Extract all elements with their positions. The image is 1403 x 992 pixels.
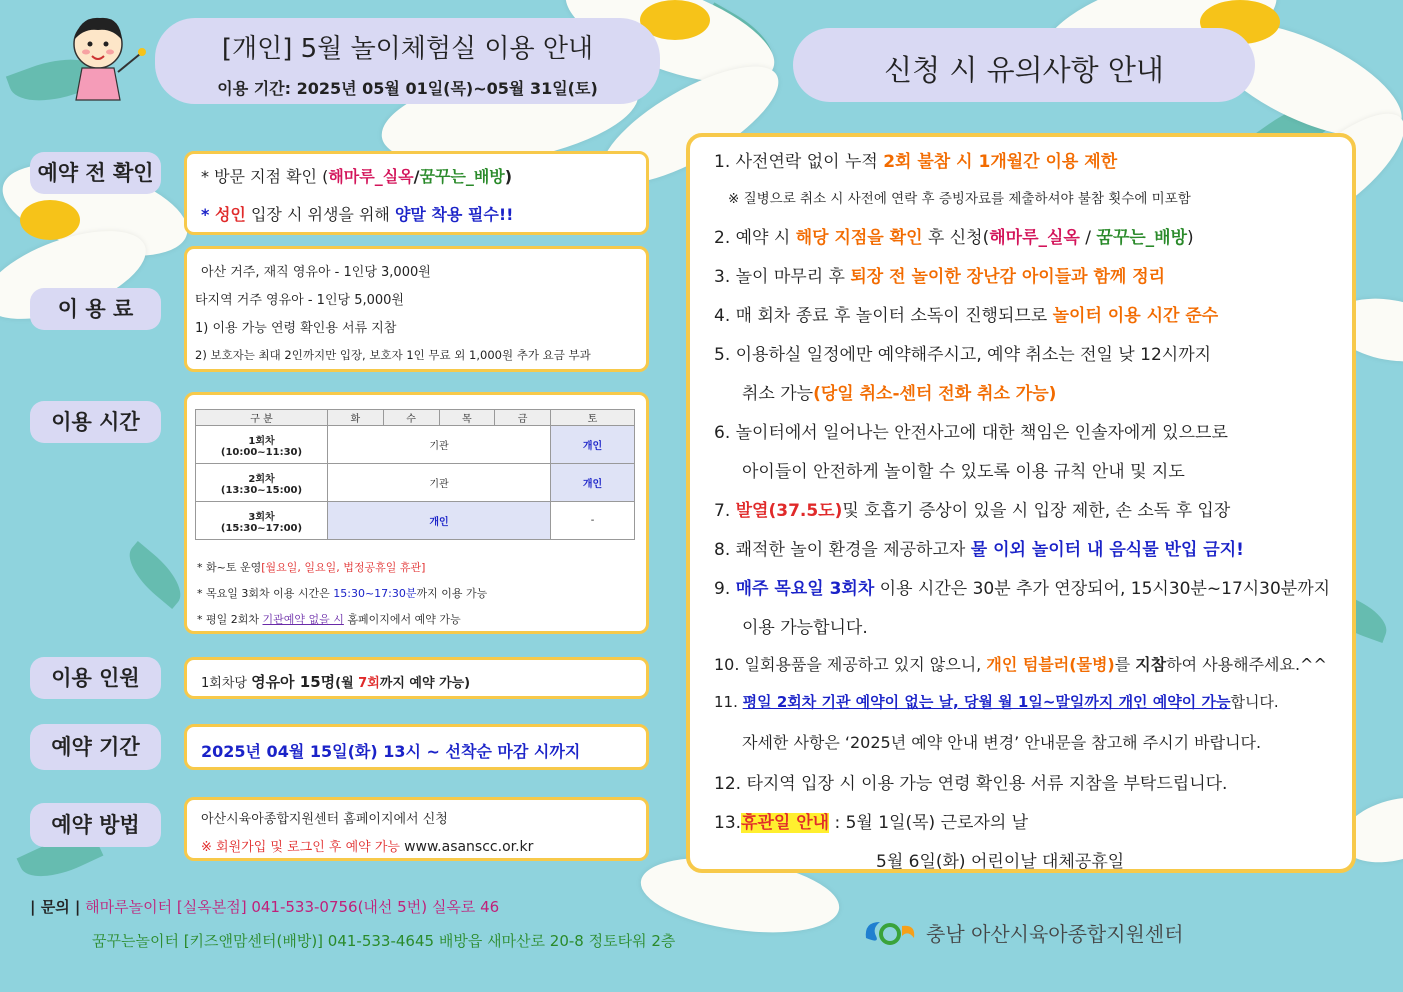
fee-note-2: 2) 보호자는 최대 2인까지만 입장, 보호자 1인 무료 외 1,000원 추가 요금 부과 [195, 348, 591, 362]
hours-label: 이용 시간 [30, 401, 161, 443]
fee-label: 이 용 료 [30, 288, 161, 330]
header-cell: 목 [439, 410, 495, 426]
socks-required-line: * 성인 입장 시 위생을 위해 양말 착용 필수!! [201, 205, 514, 224]
notice-title-pill [793, 28, 1255, 102]
table-header-row [196, 410, 635, 426]
notice-13-line2: 5월 6일(화) 어린이날 대체공휴일 [876, 852, 1125, 872]
header-cell: 금 [495, 410, 551, 426]
notice-5: 5. 이용하실 일정에만 예약해주시고, 예약 취소는 전일 낮 12시까지 [714, 345, 1212, 365]
table-row [196, 426, 635, 464]
contact-line-1: | 문의 | 해마루놀이터 [실옥본점] 041-533-0756(내선 5번) 실옥로 46 [30, 898, 500, 916]
header-cell: 토 [551, 410, 635, 426]
page-title: [개인] 5월 놀이체험실 이용 안내 [221, 34, 594, 64]
capacity-box [184, 657, 649, 699]
reservation-method-login: ※ 회원가입 및 로그인 후 예약 가능 www.asanscc.or.kr [201, 839, 534, 855]
reservation-check-box [184, 151, 649, 235]
notice-9: 9. 매주 목요일 3회차 이용 시간은 30분 추가 연장되어, 15시30분~17시30분까지 [714, 579, 1331, 599]
center-name: 충남 아산시육아종합지원센터 [926, 922, 1184, 946]
notice-2: 2. 예약 시 해당 지점을 확인 후 신청(해마루_실옥 / 꿈꾸는_배방) [714, 228, 1194, 248]
notice-11-line2: 자세한 사항은 ‘2025년 예약 안내 변경’ 안내문을 참고해 주시기 바랍니다. [742, 733, 1262, 752]
usage-period: 이용 기간: 2025년 05월 01일(목)~05월 31일(토) [217, 79, 598, 98]
notice-8: 8. 쾌적한 놀이 환경을 제공하고자 물 이외 놀이터 내 음식물 반입 금지! [714, 540, 1244, 560]
notice-5-line2: 취소 가능(당일 취소-센터 전화 취소 가능) [742, 384, 1057, 404]
notice-12: 12. 타지역 입장 시 이용 가능 연령 확인용 서류 지참을 부탁드립니다. [714, 774, 1228, 794]
fee-box [184, 246, 649, 372]
hours-note-2: * 목요일 3회차 이용 시간은 15:30~17:30분까지 이용 가능 [197, 587, 488, 600]
schedule-table [195, 409, 635, 540]
saturday-cell: 개인 [551, 464, 635, 502]
capacity-label: 이용 인원 [30, 657, 161, 699]
reservation-method-box [184, 797, 649, 861]
header-cell: 화 [328, 410, 384, 426]
notice-6-line2: 아이들이 안전하게 놀이할 수 있도록 이용 규칙 안내 및 지도 [742, 462, 1185, 482]
session-cell: 1회차 (10:00~11:30) [196, 426, 328, 464]
session-cell: 3회차 (15:30~17:00) [196, 502, 328, 540]
center-logo [862, 912, 1202, 952]
reservation-period-box [184, 724, 649, 770]
reservation-period-text: 2025년 04월 15일(화) 13시 ~ 선착순 마감 시까지 [201, 742, 581, 761]
notice-9-line2: 이용 가능합니다. [742, 618, 868, 638]
notice-1: 1. 사전연락 없이 누적 2회 불참 시 1개월간 이용 제한 [714, 152, 1118, 172]
branch-check-line: * 방문 지점 확인 (해마루_실옥/꿈꾸는_배방) [201, 167, 513, 186]
saturday-cell: 개인 [551, 426, 635, 464]
header-cell: 수 [383, 410, 439, 426]
notice-6: 6. 놀이터에서 일어나는 안전사고에 대한 책임은 인솔자에게 있으므로 [714, 423, 1228, 443]
fee-note-1: 1) 이용 가능 연령 확인용 서류 지참 [195, 321, 397, 336]
reservation-method-line: 아산시육아종합지원센터 홈페이지에서 신청 [201, 812, 448, 827]
notice-10: 10. 일회용품을 제공하고 있지 않으니, 개인 텀블러(물병)를 지참하여 사용해주세요.^^ [714, 655, 1327, 674]
notice-4: 4. 매 회차 종료 후 놀이터 소독이 진행되므로 놀이터 이용 시간 준수 [714, 306, 1219, 326]
notice-13: 13.휴관일 안내 : 5월 1일(목) 근로자의 날 [714, 813, 1029, 833]
website-link[interactable]: www.asanscc.or.kr [404, 839, 534, 855]
reservation-method-label: 예약 방법 [30, 803, 161, 847]
reservation-check-label: 예약 전 확인 [30, 152, 161, 194]
weekday-cell: 기관 [328, 464, 551, 502]
saturday-cell: - [551, 502, 635, 540]
child-mascot-icon [60, 10, 150, 105]
header-cell: 구 분 [196, 410, 328, 426]
notice-box [686, 133, 1356, 873]
fee-outside: 타지역 거주 영유아 - 1인당 5,000원 [195, 293, 404, 308]
hours-note-3: * 평일 2회차 기관예약 없을 시 홈페이지에서 예약 가능 [197, 613, 461, 626]
notice-title: 신청 시 유의사항 안내 [884, 53, 1164, 87]
table-row [196, 502, 635, 540]
notice-1-sub: ※ 질병으로 취소 시 사전에 연락 후 증빙자료를 제출하셔야 불참 횟수에 미포함 [728, 191, 1191, 207]
weekday-cell: 기관 [328, 426, 551, 464]
fee-local: 아산 거주, 재직 영유아 - 1인당 3,000원 [201, 265, 431, 280]
notice-7: 7. 발열(37.5도)및 호흡기 증상이 있을 시 입장 제한, 손 소독 후 입장 [714, 501, 1231, 521]
notice-3: 3. 놀이 마무리 후 퇴장 전 놀이한 장난감 아이들과 함께 정리 [714, 267, 1166, 287]
notice-11: 11. 평일 2회차 기관 예약이 없는 날, 당월 월 1일~말일까지 개인 예약이 가능합니다. [714, 693, 1279, 711]
capacity-text: 1회차당 영유아 15명(월 7회까지 예약 가능) [201, 673, 471, 691]
hours-note-1: * 화~토 운영[월요일, 일요일, 법정공휴일 휴관] [197, 561, 426, 574]
reservation-period-label: 예약 기간 [30, 724, 161, 770]
center-logo-icon [862, 916, 918, 948]
weekday-cell: 개인 [328, 502, 551, 540]
contact-line-2: 꿈꾸는놀이터 [키즈앤맘센터(배방)] 041-533-4645 배방읍 새마산로 20-8 정토타워 2층 [92, 932, 676, 950]
hours-box [184, 392, 649, 634]
session-cell: 2회차 (13:30~15:00) [196, 464, 328, 502]
table-row [196, 464, 635, 502]
main-title-pill [155, 18, 660, 104]
